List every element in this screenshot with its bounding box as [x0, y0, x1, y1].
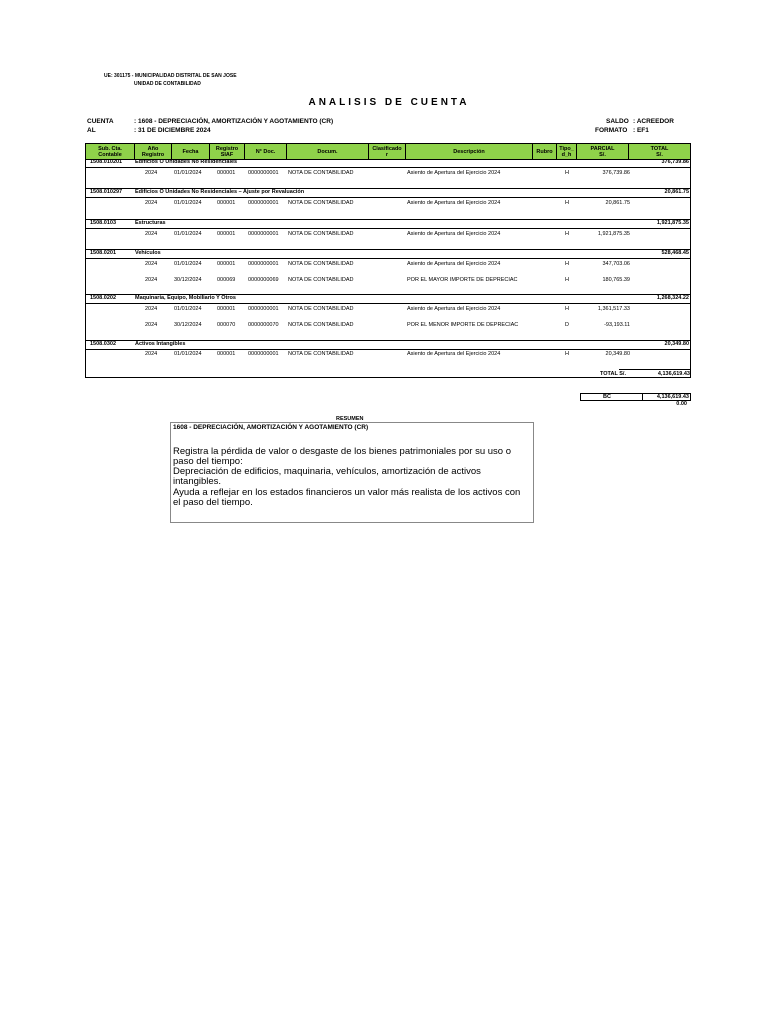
bc-box: [580, 393, 691, 401]
group-name: Edificios O Unidades No Residenciales – Ajuste por Revaluación: [135, 189, 305, 195]
row-anio: 2024: [145, 231, 158, 237]
row-doc: 0000000001: [248, 306, 279, 312]
row-siaf: 000069: [217, 277, 236, 283]
row-docum: NOTA DE CONTABILIDAD: [288, 170, 354, 176]
row-desc: Asiento de Apertura del Ejercicio 2024: [407, 261, 501, 267]
row-docum: NOTA DE CONTABILIDAD: [288, 351, 354, 357]
row-desc: Asiento de Apertura del Ejercicio 2024: [407, 200, 501, 206]
table-row: [86, 306, 690, 314]
entity-line: UE: 301175 - MUNICIPALIDAD DISTRITAL DE SAN JOSE: [104, 73, 237, 79]
row-fecha: 01/01/2024: [174, 231, 202, 237]
formato-label: FORMATO: [595, 127, 628, 134]
group-row: [86, 340, 690, 350]
col-docum: Docum.: [287, 144, 369, 159]
col-tipo: Tipo_ d_h: [557, 144, 577, 159]
row-anio: 2024: [145, 351, 158, 357]
group-row: [86, 188, 690, 198]
row-anio: 2024: [145, 261, 158, 267]
row-desc: POR EL MENOR IMPORTE DE DEPRECIAC: [407, 322, 519, 328]
group-row: [86, 294, 690, 304]
bc-difference: 0.00: [676, 401, 687, 407]
table-row: [86, 200, 690, 208]
row-anio: 2024: [145, 277, 158, 283]
bc-value: 4,136,619.43: [656, 394, 689, 400]
resumen-title: RESUMEN: [336, 416, 364, 422]
row-fecha: 30/12/2024: [174, 322, 202, 328]
table-row: [86, 351, 690, 359]
col-fecha: Fecha: [172, 144, 210, 159]
row-docum: NOTA DE CONTABILIDAD: [288, 322, 354, 328]
col-anio: Año Registro: [135, 144, 172, 159]
col-sub-cta: Sub. Cta. Contable: [86, 144, 135, 159]
row-tipo: H: [565, 351, 569, 357]
row-doc: 0000000001: [248, 200, 279, 206]
row-fecha: 01/01/2024: [174, 170, 202, 176]
row-tipo: H: [565, 261, 569, 267]
al-value: : 31 DE DICIEMBRE 2024: [134, 127, 211, 134]
row-siaf: 000001: [217, 306, 236, 312]
saldo-value: : ACREEDOR: [633, 118, 674, 125]
group-row: [86, 249, 690, 259]
table-row: [86, 322, 690, 330]
row-parcial: 1,921,875.35: [597, 231, 630, 237]
row-fecha: 01/01/2024: [174, 351, 202, 357]
table-row: [86, 231, 690, 239]
col-ndoc: N° Doc.: [245, 144, 287, 159]
row-desc: POR EL MAYOR IMPORTE DE DEPRECIAC: [407, 277, 518, 283]
resumen-paragraph-1b: Depreciación de edificios, maquinaria, vehículos, amortización de activos intangibles.: [173, 466, 481, 487]
resumen-paragraph-1a: Registra la pérdida de valor o desgaste de los bienes patrimoniales por su uso o paso del tiempo:: [173, 446, 511, 467]
row-doc: 0000000001: [248, 231, 279, 237]
table-row: [86, 261, 690, 269]
row-doc: 0000000001: [248, 261, 279, 267]
row-parcial: -93,193.11: [604, 322, 630, 328]
col-clasificador: Clasificado r: [369, 144, 406, 159]
row-anio: 2024: [145, 322, 158, 328]
row-siaf: 000001: [217, 200, 236, 206]
row-parcial: 180,765.39: [602, 277, 630, 283]
resumen-box: [170, 422, 534, 523]
group-row: [86, 219, 690, 229]
row-tipo: H: [565, 231, 569, 237]
row-docum: NOTA DE CONTABILIDAD: [288, 231, 354, 237]
row-desc: Asiento de Apertura del Ejercicio 2024: [407, 170, 501, 176]
row-siaf: 000070: [217, 322, 236, 328]
row-desc: Asiento de Apertura del Ejercicio 2024: [407, 231, 501, 237]
row-desc: Asiento de Apertura del Ejercicio 2024: [407, 306, 501, 312]
table-row: [86, 277, 690, 285]
bc-label: BC: [603, 394, 611, 400]
row-parcial: 20,349.80: [605, 351, 630, 357]
group-total: 20,861.75: [664, 189, 689, 195]
col-parcial: PARCIAL S/.: [577, 144, 629, 159]
row-siaf: 000001: [217, 261, 236, 267]
total-value: 4,136,619.43: [619, 369, 690, 378]
table-row: [86, 170, 690, 178]
group-name: Edificios O Unidades No Residenciales: [135, 159, 238, 165]
account-table: [85, 143, 691, 378]
group-total: 1,921,875.35: [656, 220, 689, 226]
saldo-label: SALDO: [606, 118, 629, 125]
group-code: 1508.0201: [90, 250, 116, 256]
row-tipo: H: [565, 170, 569, 176]
col-siaf: Registro SIAF: [210, 144, 245, 159]
resumen-paragraph-2: Ayuda a reflejar en los estados financieros un valor más realista de los activos con el paso del tiempo.: [173, 487, 521, 508]
col-descripcion: Descripción: [406, 144, 533, 159]
group-code: 1508.010201: [90, 159, 123, 165]
group-name: Maquinaria, Equipo, Mobiliario Y Otros: [135, 295, 236, 301]
row-fecha: 30/12/2024: [174, 277, 202, 283]
unit-line: UNIDAD DE CONTABILIDAD: [134, 81, 201, 87]
group-total: 528,468.45: [661, 250, 689, 256]
group-total: 1,268,324.22: [656, 295, 689, 301]
col-rubro: Rubro: [533, 144, 557, 159]
row-siaf: 000001: [217, 231, 236, 237]
row-parcial: 347,703.06: [602, 261, 630, 267]
resumen-heading: 1608 - DEPRECIACIÓN, AMORTIZACIÓN Y AGOTAMIENTO (CR): [173, 424, 369, 431]
row-docum: NOTA DE CONTABILIDAD: [288, 277, 354, 283]
row-tipo: H: [565, 306, 569, 312]
row-parcial: 20,861.75: [605, 200, 630, 206]
formato-value: : EF1: [633, 127, 649, 134]
row-fecha: 01/01/2024: [174, 261, 202, 267]
group-total: 20,349.80: [664, 341, 689, 347]
group-code: 1508.010297: [90, 189, 123, 195]
row-doc: 0000000069: [248, 277, 279, 283]
row-fecha: 01/01/2024: [174, 306, 202, 312]
row-doc: 0000000070: [248, 322, 279, 328]
row-fecha: 01/01/2024: [174, 200, 202, 206]
group-total: 376,739.86: [661, 159, 689, 165]
group-name: Vehículos: [135, 250, 161, 256]
cuenta-label: CUENTA: [87, 118, 114, 125]
row-siaf: 000001: [217, 170, 236, 176]
row-tipo: D: [565, 322, 569, 328]
al-label: AL: [87, 127, 96, 134]
row-parcial: 376,739.86: [602, 170, 630, 176]
table-header: [86, 144, 690, 160]
group-row: [86, 159, 690, 168]
row-desc: Asiento de Apertura del Ejercicio 2024: [407, 351, 501, 357]
row-anio: 2024: [145, 200, 158, 206]
col-total: TOTAL S/.: [650, 145, 669, 158]
row-tipo: H: [565, 277, 569, 283]
row-docum: NOTA DE CONTABILIDAD: [288, 200, 354, 206]
page-title: ANALISIS DE CUENTA: [308, 97, 470, 108]
row-anio: 2024: [145, 306, 158, 312]
row-anio: 2024: [145, 170, 158, 176]
group-code: 1508.0202: [90, 295, 116, 301]
row-tipo: H: [565, 200, 569, 206]
bc-divider: [642, 393, 643, 401]
row-docum: NOTA DE CONTABILIDAD: [288, 306, 354, 312]
row-doc: 0000000001: [248, 351, 279, 357]
row-docum: NOTA DE CONTABILIDAD: [288, 261, 354, 267]
total-row: [86, 369, 690, 378]
group-code: 1508.0103: [90, 220, 116, 226]
row-siaf: 000001: [217, 351, 236, 357]
row-parcial: 1,361,517.33: [597, 306, 630, 312]
group-name: Estructuras: [135, 220, 166, 226]
total-label: TOTAL S/.: [600, 371, 626, 377]
group-code: 1508.0302: [90, 341, 116, 347]
group-name: Activos Intangibles: [135, 341, 186, 347]
cuenta-value: : 1608 - DEPRECIACIÓN, AMORTIZACIÓN Y AGOTAMIENTO (CR): [134, 118, 334, 125]
row-doc: 0000000001: [248, 170, 279, 176]
